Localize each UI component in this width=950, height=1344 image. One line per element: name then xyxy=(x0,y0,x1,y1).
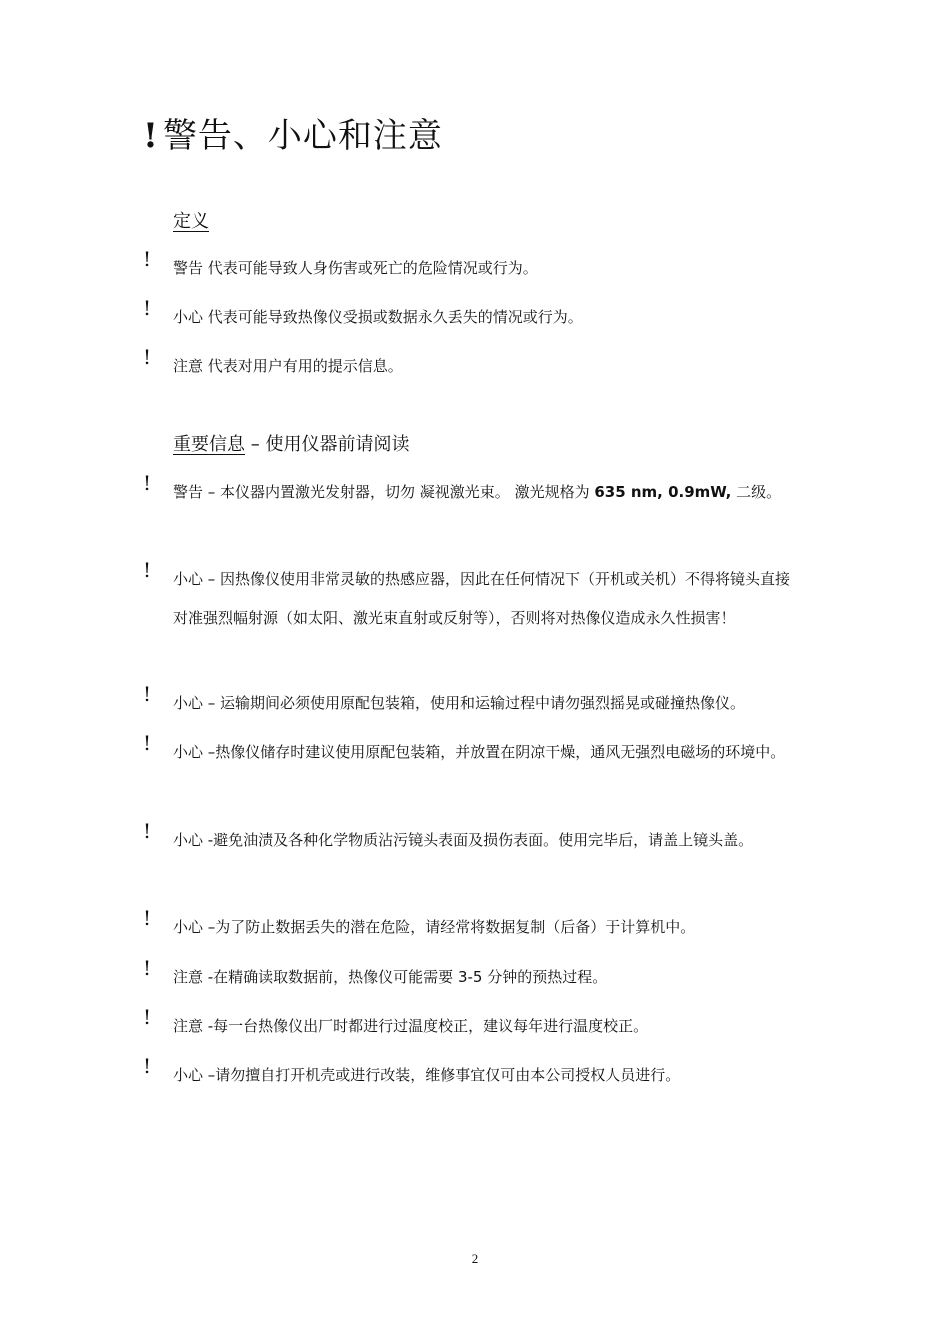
definitions-heading xyxy=(173,207,209,233)
notice-storage: 小心 –热像仪储存时建议使用原配包装箱，并放置在阴凉干燥，通风无强烈电磁场的环境中。 xyxy=(173,743,786,761)
page-title xyxy=(143,108,443,157)
page-number: 2 xyxy=(471,1251,479,1266)
warning-mark-icon: ! xyxy=(143,247,152,271)
page-title-text: 警告、小心和注意 xyxy=(162,116,443,156)
warning-mark-icon: ! xyxy=(143,345,152,369)
warning-mark-icon: ! xyxy=(143,682,152,706)
important-heading-underlined: 重要信息 xyxy=(173,434,245,455)
warning-mark-icon: ! xyxy=(143,819,152,843)
warning-mark-icon: ! xyxy=(143,731,152,755)
warning-mark-icon: ! xyxy=(143,296,152,320)
notice-laser-class: 二级。 xyxy=(731,483,782,501)
warning-mark-icon: ! xyxy=(143,558,152,582)
definition-caution: 小心 代表可能导致热像仪受损或数据永久丢失的情况或行为。 xyxy=(173,308,583,326)
definition-warning: 警告 代表可能导致人身伤害或死亡的危险情况或行为。 xyxy=(173,259,538,277)
notice-lens: 小心 -避免油渍及各种化学物质沾污镜头表面及损伤表面。使用完毕后，请盖上镜头盖。 xyxy=(173,831,754,849)
warning-mark-icon: ! xyxy=(143,906,152,930)
notice-calibration: 注意 -每一台热像仪出厂时都进行过温度校正，建议每年进行温度校正。 xyxy=(173,1017,649,1035)
warning-mark-icon: ! xyxy=(143,1005,152,1029)
notice-sensor: 小心 – 因热像仪使用非常灵敏的热感应器，因此在任何情况下（开机或关机）不得将镜头直接对准强烈幅射源（如太阳、激光束直射或反射等），否则将对热像仪造成永久性损害！ xyxy=(173,570,791,627)
definition-note: 注意 代表对用户有用的提示信息。 xyxy=(173,357,403,375)
notice-laser-text: 警告 – 本仪器内置激光发射器，切勿 凝视激光束。 激光规格为 xyxy=(173,483,595,501)
warning-mark-icon: ! xyxy=(143,1054,152,1078)
important-heading-rest: – 使用仪器前请阅读 xyxy=(245,434,410,455)
laser-spec: 635 nm, 0.9mW, xyxy=(594,483,732,501)
important-heading xyxy=(173,430,409,456)
notice-laser xyxy=(173,473,803,512)
notice-transport: 小心 – 运输期间必须使用原配包装箱，使用和运输过程中请勿强烈摇晃或碰撞热像仪。 xyxy=(173,694,746,712)
notice-backup: 小心 –为了防止数据丢失的潜在危险，请经常将数据复制（后备）于计算机中。 xyxy=(173,918,696,936)
warning-mark-icon: ! xyxy=(143,471,152,495)
warning-mark-icon: ! xyxy=(143,116,159,156)
definitions-heading-text: 定义 xyxy=(173,211,209,232)
warning-mark-icon: ! xyxy=(143,956,152,980)
notice-service: 小心 –请勿擅自打开机壳或进行改装，维修事宜仅可由本公司授权人员进行。 xyxy=(173,1066,681,1084)
notice-warmup: 注意 -在精确读取数据前，热像仪可能需要 3-5 分钟的预热过程。 xyxy=(173,968,608,986)
